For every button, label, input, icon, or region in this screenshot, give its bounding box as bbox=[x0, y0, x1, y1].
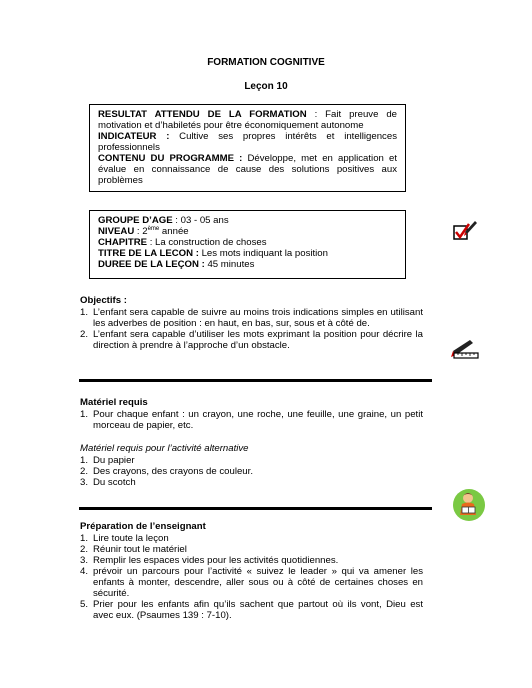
chapitre-value: : La construction de choses bbox=[147, 237, 267, 248]
niveau-value-post: année bbox=[159, 226, 189, 237]
objectifs-list bbox=[80, 307, 423, 351]
document-title: FORMATION COGNITIVE bbox=[207, 57, 325, 68]
lesson-info-box bbox=[89, 210, 406, 279]
titre-value: Les mots indiquant la position bbox=[198, 248, 328, 259]
list-item: 3. Remplir les espaces vides pour les activités quotidiennes. bbox=[80, 555, 339, 566]
list-item: 1. Pour chaque enfant : un crayon, une roche, une feuille, une graine, un petit morceau de papier, etc. bbox=[80, 409, 423, 431]
list-item: 5. Prier pour les enfants afin qu’ils sachent que partout où ils vont, Dieu est avec eux. (Psaumes 139 : 7-10). bbox=[80, 599, 423, 621]
resultat-label: RESULTAT ATTENDU DE LA FORMATION bbox=[98, 109, 307, 120]
contenu-line bbox=[98, 153, 397, 186]
resultat-line bbox=[98, 109, 397, 131]
list-item: 4. prévoir un parcours pour l’activité « suivez le leader » qui va amener les enfants à monter, descendre, aller sous ou à côté de certaines choses en sécurité. bbox=[80, 566, 423, 599]
list-item: 1. Du papier bbox=[80, 455, 135, 466]
section-divider bbox=[79, 379, 432, 382]
resultat-text: : Fait preuve de motivation et d’habiletés pour être économiquement autonome bbox=[98, 109, 398, 131]
checkbox-pencil-icon bbox=[452, 218, 478, 244]
groupe-line bbox=[98, 215, 397, 226]
niveau-line bbox=[98, 226, 397, 237]
list-item: 2. L’enfant sera capable d’utiliser les mots exprimant la position pour décrire la direction à prendre à l’approche d’un obstacle. bbox=[80, 329, 423, 351]
materiel-list bbox=[80, 409, 423, 431]
materiel-alt-heading: Matériel requis pour l’activité alternative bbox=[80, 443, 249, 454]
pencil-ruler-icon bbox=[450, 337, 480, 361]
indicateur-line bbox=[98, 131, 397, 153]
chapitre-line bbox=[98, 237, 397, 248]
list-item: 3. Du scotch bbox=[80, 477, 136, 488]
list-item: 1. Lire toute la leçon bbox=[80, 533, 169, 544]
lesson-number: Leçon 10 bbox=[244, 81, 288, 92]
list-item: 2. Réunir tout le matériel bbox=[80, 544, 187, 555]
indicateur-text: Cultive ses propres intérêts et intelligences professionnels bbox=[98, 131, 397, 153]
materiel-alt-list bbox=[80, 455, 423, 488]
section-divider bbox=[79, 507, 432, 510]
materiel-heading: Matériel requis bbox=[80, 397, 148, 408]
contenu-label: CONTENU DU PROGRAMME : bbox=[98, 153, 243, 164]
contenu-text: Développe, met en application et évalue en connaissance de cause des solutions positives aux problèmes bbox=[98, 153, 397, 186]
indicateur-label: INDICATEUR : bbox=[98, 131, 170, 142]
preparation-heading: Préparation de l’enseignant bbox=[80, 521, 206, 532]
niveau-value: : 2 bbox=[134, 226, 148, 237]
formation-box bbox=[89, 104, 406, 192]
niveau-label: NIVEAU bbox=[98, 226, 135, 237]
objectifs-heading: Objectifs : bbox=[80, 295, 127, 306]
groupe-label: GROUPE D’AGE bbox=[98, 215, 173, 226]
chapitre-label: CHAPITRE bbox=[98, 237, 148, 248]
duree-label: DUREE DE LA LEÇON : bbox=[98, 259, 205, 270]
duree-value: 45 minutes bbox=[204, 259, 255, 270]
titre-line bbox=[98, 248, 397, 259]
preparation-list bbox=[80, 533, 423, 621]
duree-line bbox=[98, 259, 397, 270]
titre-label: TITRE DE LA LECON : bbox=[98, 248, 199, 259]
list-item: 1. L’enfant sera capable de suivre au moins trois indications simples en utilisant les adverbes de position : en haut, en bas, sur, sous et à côté de. bbox=[80, 307, 423, 329]
child-reading-icon bbox=[452, 488, 486, 522]
niveau-sup: ème bbox=[147, 225, 160, 232]
list-item: 2. Des crayons, des crayons de couleur. bbox=[80, 466, 253, 477]
groupe-value: : 03 - 05 ans bbox=[172, 215, 229, 226]
